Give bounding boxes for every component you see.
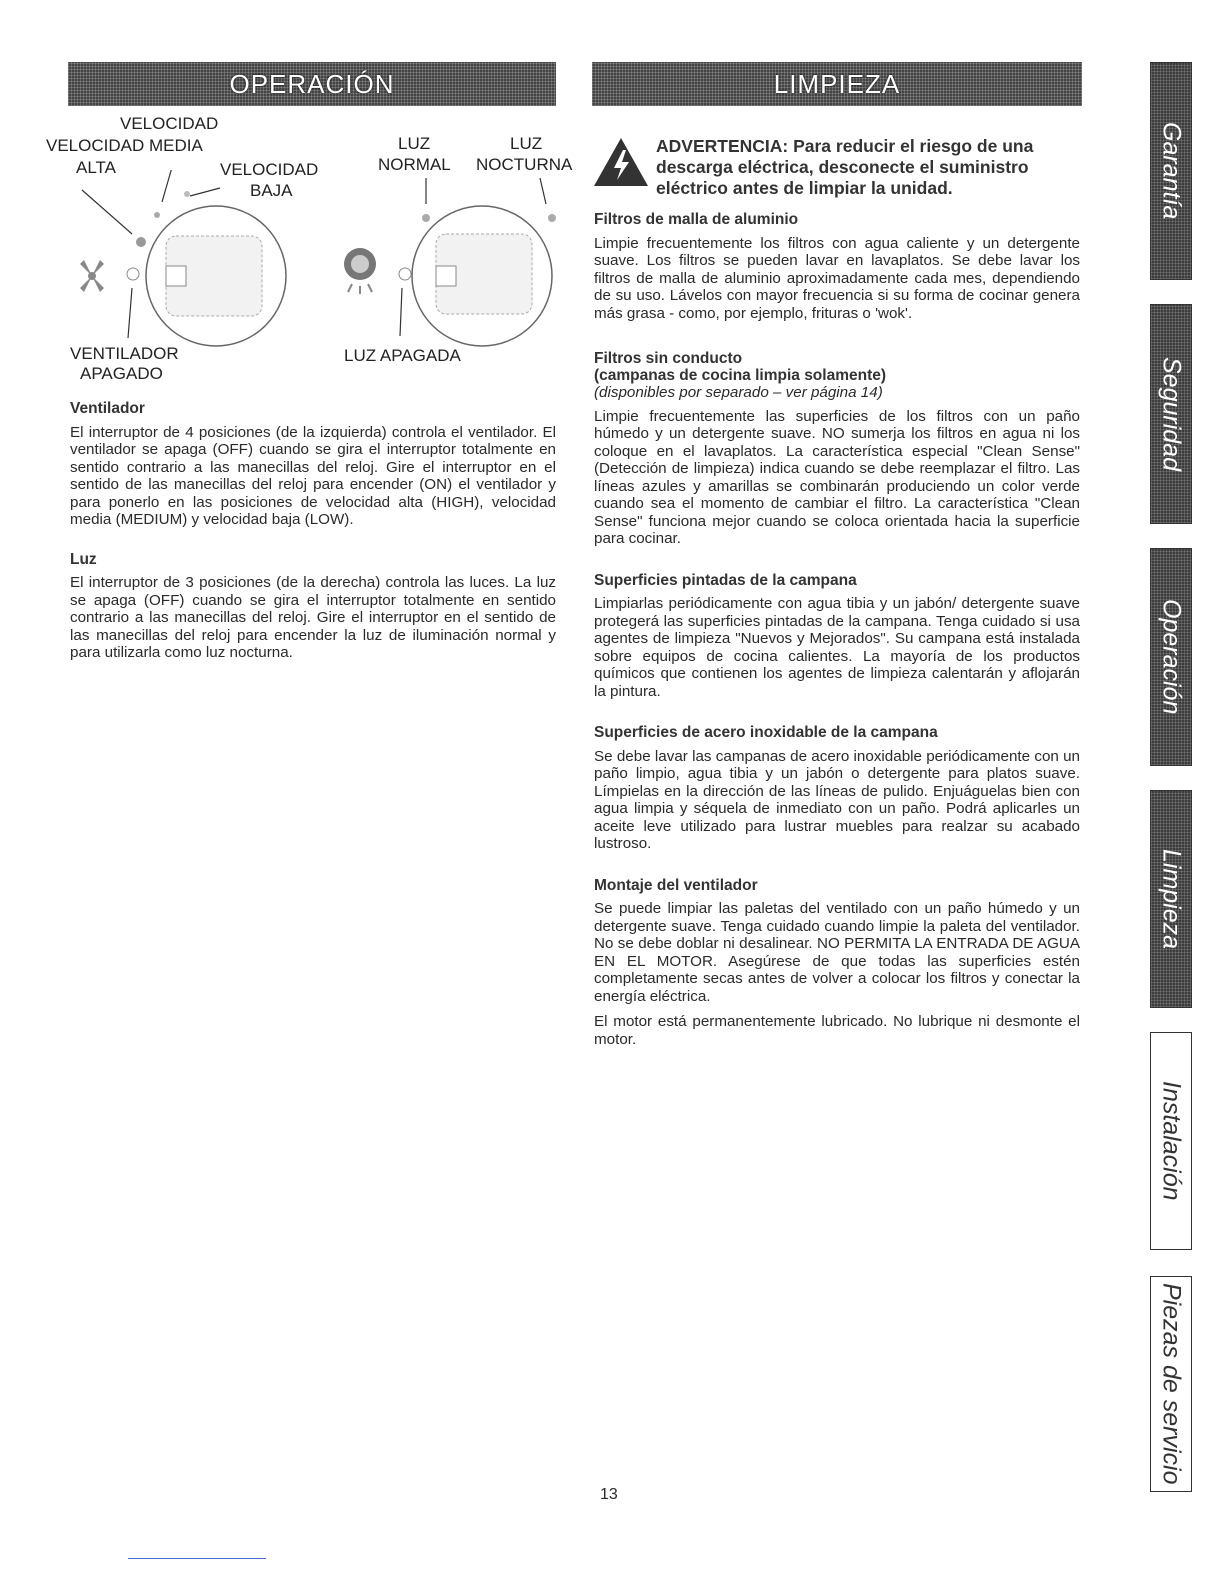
label-velocidad-baja-1: VELOCIDAD (220, 160, 319, 179)
luz-heading: Luz (70, 550, 97, 568)
acero-text: Se debe lavar las campanas de acero inoxidable periódicamente con un paño limpio, agua tibia y un jabón o detergente para platos suave. Límpielas en la dirección de las líneas de pulido. Enjuáguelas bien con agua limpia y séquela de inmediato con un paño. Podrá aplicarles un aceite leve utilizado para lustrar muebles para realzar su acabado lustroso. (594, 747, 1080, 852)
filtros-text: Limpie frecuentemente los filtros con agua caliente y un detergente suave. Los filtros se pueden lavar en lavaplatos. Se debe lavar los filtros de malla de aluminio aproximadamente cada mes, dependiendo de su uso. Lávelos con mayor frecuencia si su forma de cocinar genera más grasa - como, por ejemplo, frituras o 'wok'. (594, 234, 1080, 322)
tab-instalacion[interactable] (1150, 1032, 1192, 1250)
label-normal: NORMAL (378, 155, 451, 174)
tab-limpieza[interactable] (1150, 790, 1192, 1008)
operacion-banner-title: OPERACIÓN (229, 68, 395, 99)
limpieza-column (594, 211, 1080, 1056)
label-luz-2: LUZ (510, 134, 543, 153)
tab-seguridad[interactable] (1150, 304, 1192, 524)
electric-shock-warning-icon (592, 136, 650, 188)
operacion-banner (68, 62, 556, 106)
position-dot-low (184, 191, 190, 197)
operacion-column (70, 400, 556, 670)
light-knob (412, 206, 552, 346)
pintadas-text: Limpiarlas periódicamente con agua tibia y un jabón/ detergente suave protegerá las superficies pintadas de la campana. Tenga cuidado si usa agentes de limpieza "Nuevos y Mejorados". Su campana está instalada sobre equipos de cocina calientes. La mayoría de los productos químicos que contienen los agentes de limpieza calentarán y aflojarán la pintura. (594, 595, 1080, 700)
sin-conducto-subheading: (campanas de cocina limpia solamente) (594, 367, 887, 384)
label-alta: ALTA (76, 158, 116, 177)
warning-text: ADVERTENCIA: Para reducir el riesgo de una descarga eléctrica, desconecte el suministro eléctrico antes de limpiar la unidad. (656, 136, 1034, 198)
sin-conducto-text: Limpie frecuentemente las superficies de los filtros con un paño húmedo y un detergente suave. NO sumerja los filtros en agua ni los coloque en el lavaplatos. La característica especial "Clean Sense" (Detección de limpieza) indica cuando se debe reemplazar el filtro. Las líneas azules y amarillas se combinarán produciendo un color verde cuando sea el momento de cambiar el filtro. La característica "Clean Sense" funciona mejor cuando se coloca orientada hacia la superficie para cocinar. (594, 407, 1080, 547)
label-velocidad-media-1: VELOCIDAD (120, 114, 219, 133)
tab-piezas-label: Piezas de servicio (1157, 1283, 1186, 1485)
montaje-heading: Montaje del ventilador (594, 876, 758, 894)
position-dot-medium (154, 212, 160, 218)
limpieza-banner-title: LIMPIEZA (773, 68, 901, 99)
sin-conducto-note: (disponibles por separado – ver página 14) (594, 384, 883, 401)
tab-limpieza-label: Limpieza (1157, 848, 1186, 950)
page-number: 13 (600, 1486, 618, 1503)
montaje-text: Se puede limpiar las paletas del ventilado con un paño húmedo y un detergente suave. Tenga cuidado cuando limpie la paleta del ventilador. No se debe doblar ni desalinear. NO PERMITA LA ENTRADA DE AGUA EN EL MOTOR. Asegúrese de que todas las superficies estén completamente secas antes de volver a colocar los filtros y conectar la energía eléctrica. (594, 900, 1080, 1005)
label-luz-1: LUZ (398, 134, 431, 153)
ventilador-heading: Ventilador (70, 400, 145, 417)
tab-garantia-label: Garantía (1157, 122, 1186, 220)
label-luz-apagada: LUZ APAGADA (344, 346, 461, 365)
sin-conducto-heading: Filtros sin conducto (594, 350, 743, 367)
motor-text: El motor está permanentemente lubricado. No lubrique ni desmonte el motor. (594, 1013, 1080, 1048)
fan-knob (146, 206, 286, 346)
label-nocturna: NOCTURNA (476, 155, 573, 174)
position-dot-off (127, 268, 139, 280)
acero-heading: Superficies de acero inoxidable de la campana (594, 724, 938, 741)
footer-rule (128, 1558, 266, 1559)
light-bulb-icon (344, 248, 376, 294)
label-ventilador: VENTILADOR (70, 344, 179, 363)
limpieza-banner (592, 62, 1082, 106)
tab-piezas-de-servicio[interactable] (1150, 1276, 1192, 1492)
position-dot-high (136, 237, 146, 247)
light-position-off (399, 268, 411, 280)
tab-operacion[interactable] (1150, 548, 1192, 766)
tab-instalacion-label: Instalación (1157, 1081, 1186, 1201)
tab-operacion-label: Operación (1157, 599, 1186, 715)
fan-icon (80, 260, 104, 292)
light-position-night (548, 214, 556, 222)
light-position-normal (422, 214, 430, 222)
label-velocidad-baja-2: BAJA (250, 181, 293, 200)
label-apagado: APAGADO (80, 364, 163, 383)
control-knobs-diagram (40, 170, 580, 350)
filtros-heading: Filtros de malla de aluminio (594, 211, 799, 228)
label-velocidad-media-2: VELOCIDAD MEDIA (46, 136, 203, 155)
tab-garantia[interactable] (1150, 62, 1192, 280)
pintadas-heading: Superficies pintadas de la campana (594, 571, 857, 589)
ventilador-text: El interruptor de 4 posiciones (de la izquierda) controla el ventilador. El ventilador se apaga (OFF) cuando se gira el interruptor totalmente en sentido contrario a las manecillas del reloj. Gire el interruptor en el sentido de las manecillas del reloj para encender (ON) el ventilador y para ponerlo en las posiciones de velocidad alta (HIGH), velocidad media (MEDIUM) y velocidad baja (LOW). (70, 423, 556, 528)
luz-text: El interruptor de 3 posiciones (de la derecha) controla las luces. La luz se apaga (OFF) cuando se gira el interruptor totalmente en sentido contrario a las manecillas del reloj. Gire el interruptor en el sentido de las manecillas del reloj para encender la luz de iluminación normal y para utilizarla como luz nocturna. (70, 574, 556, 661)
tab-seguridad-label: Seguridad (1157, 357, 1186, 471)
